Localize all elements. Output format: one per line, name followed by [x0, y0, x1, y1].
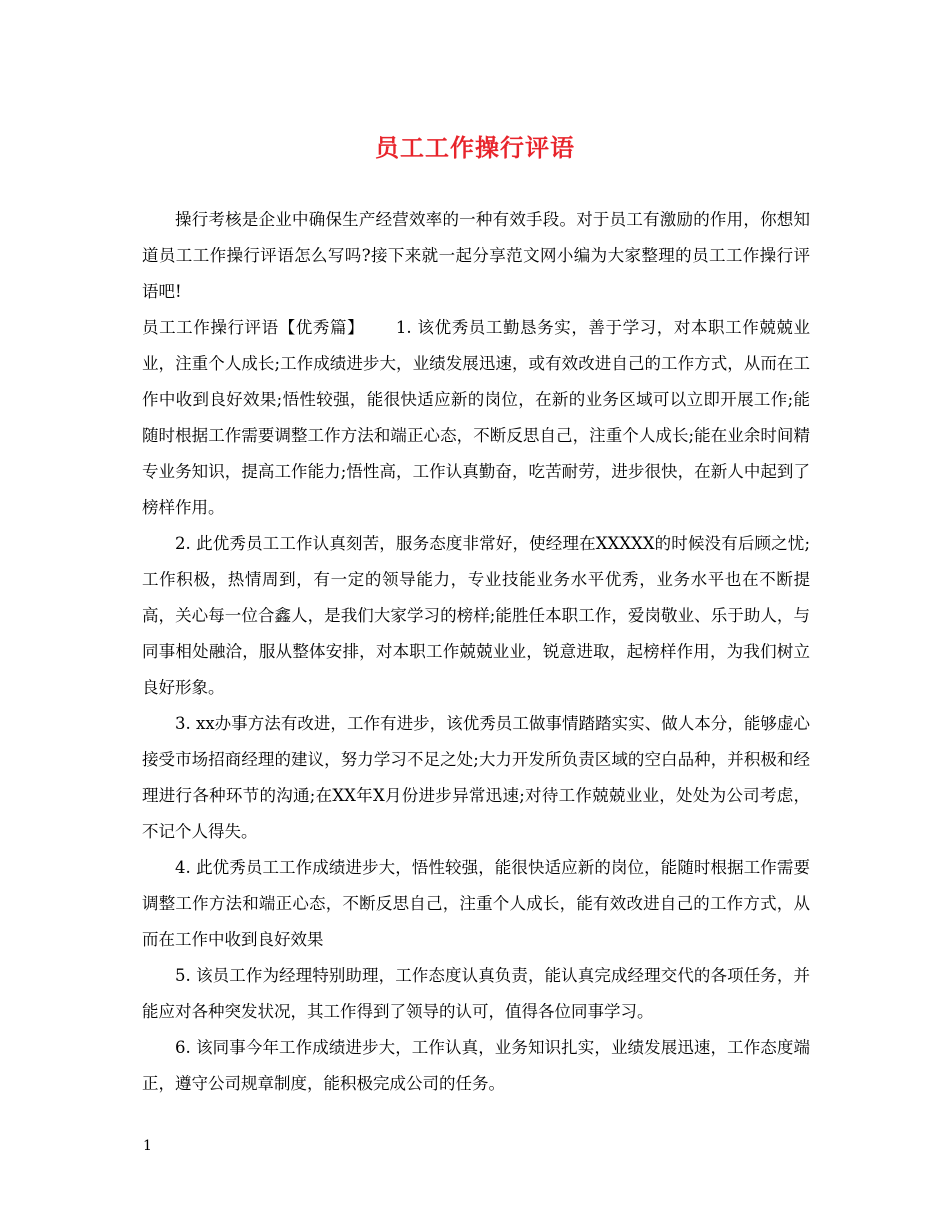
- paragraph-intro: 操行考核是企业中确保生产经营效率的一种有效手段。对于员工有激励的作用，你想知道员工工作操行评语怎么写吗?接下来就一起分享范文网小编为大家整理的员工工作操行评语吧!: [142, 210, 810, 301]
- paragraph-item-6: 6. 该同事今年工作成绩进步大，工作认真，业务知识扎实，业绩发展迅速，工作态度端正，遵守公司规章制度，能积极完成公司的任务。: [142, 1038, 810, 1093]
- paragraph-item-2: 2. 此优秀员工工作认真刻苦，服务态度非常好，使经理在XXXXX的时候没有后顾之忧;工作积极，热情周到，有一定的领导能力，专业技能业务水平优秀，业务水平也在不断提高，关心每一位合鑫人，是我们大家学习的榜样;能胜任本职工作，爱岗敬业、乐于助人，与同事相处融洽，服从整体安排，对本职工作兢兢业业，锐意进取，起榜样作用，为我们树立良好形象。: [142, 534, 810, 697]
- page-number: 1: [143, 1138, 152, 1154]
- document-title: 员工工作操行评语: [375, 133, 575, 162]
- document-body: [142, 202, 810, 1102]
- paragraph-item-5: 5. 该员工作为经理特别助理，工作态度认真负责，能认真完成经理交代的各项任务，并能应对各种突发状况，其工作得到了领导的认可，值得各位同事学习。: [142, 966, 810, 1021]
- paragraph-item-4: 4. 此优秀员工工作成绩进步大，悟性较强，能很快适应新的岗位，能随时根据工作需要调整工作方法和端正心态，不断反思自己，注重个人成长，能有效改进自己的工作方式，从而在工作中收到良好效果: [142, 858, 810, 949]
- paragraph-item-3: 3. xx办事方法有改进，工作有进步，该优秀员工做事情踏踏实实、做人本分，能够虚心接受市场招商经理的建议，努力学习不足之处;大力开发所负责区域的空白品种，并积极和经理进行各种环节的沟通;在XX年X月份进步异常迅速;对待工作兢兢业业，处处为公司考虑，不记个人得失。: [142, 714, 810, 841]
- paragraph-item-1: 员工工作操行评语【优秀篇】 1. 该优秀员工勤恳务实，善于学习，对本职工作兢兢业业，注重个人成长;工作成绩进步大，业绩发展迅速，或有效改进自己的工作方式，从而在工作中收到良好效果;悟性较强，能很快适应新的岗位，在新的业务区域可以立即开展工作;能随时根据工作需要调整工作方法和端正心态，不断反思自己，注重个人成长;能在业余时间精专业务知识，提高工作能力;悟性高，工作认真勤奋，吃苦耐劳，进步很快，在新人中起到了榜样作用。: [142, 318, 810, 517]
